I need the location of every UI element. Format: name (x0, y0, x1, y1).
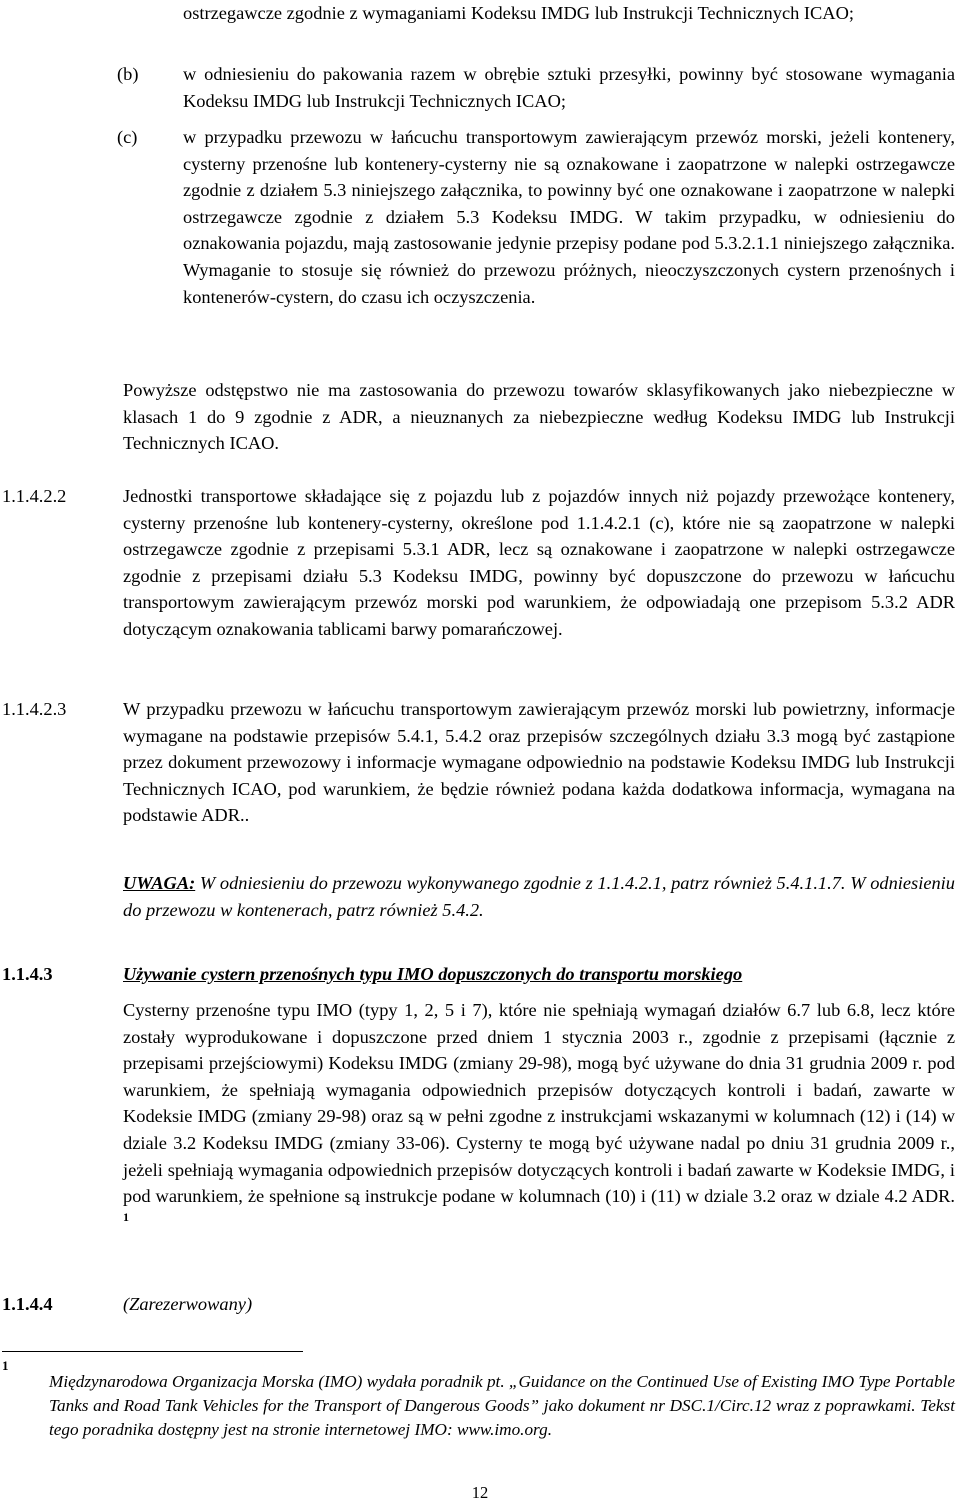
item-b (183, 61, 955, 114)
item-b-label: (b) (117, 64, 139, 84)
footnote-mark: 1 (2, 1358, 9, 1373)
section-1-1-4-2-3-text: W przypadku przewozu w łańcuchu transportowym zawierającym przewóz morski lub powietrzny, informacje wymagane na podstawie przepisów 5.4.1, 5.4.2 oraz przepisów szczególnych działu 3.3 mogą być zastąpione przez dokument przewozowy i informacje wymagane odpowiednio na podstawie Kodeksu IMDG lub Instrukcji Technicznych ICAO, pod warunkiem, że będzie również podana każda dodatkowa informacja, wymagana na podstawie ADR.. (123, 699, 955, 826)
section-1-1-4-2-2 (123, 483, 955, 643)
item-a-text: ostrzegawcze zgodnie z wymaganiami Kodeksu IMDG lub Instrukcji Technicznych ICAO; (183, 3, 854, 23)
note-paragraph (123, 870, 955, 923)
item-c (183, 124, 955, 310)
derogation-text: Powyższe odstępstwo nie ma zastosowania do przewozu towarów sklasyfikowanych jako niebezpieczne w klasach 1 do 9 zgodnie z ADR, a nieuznanych za niebezpieczne według Kodeksu IMDG lub Instrukcji Technicznych ICAO. (123, 380, 955, 454)
section-1-1-4-3-text: Cysterny przenośne typu IMO (typy 1, 2, 5 i 7), które nie spełniają wymagań działów 6.7 lub 6.8, lecz które zostały wyprodukowane i dopuszczone przed dniem 1 stycznia 2003 r., zgodnie z przepisami (łącznie z przepisami przejściowymi) Kodeksu IMDG (zmiany 29-98), mogą być używane do dnia 31 grudnia 2009 r. pod warunkiem, że spełniają wymagania odpowiednich przepisów dotyczących kontroli i badań, zawarte w Kodeksie IMDG (zmiany 29-98) oraz są w pełni zgodne z instrukcjami wskazanymi w kolumnach (12) i (14) w dziale 3.2 Kodeksu IMDG (zmiany 33-06). Cysterny te mogą być używane nadal po dniu 31 grudnia 2009 r., jeżeli spełniają wymagania odpowiednich przepisów dotyczących kontroli i badań zawarte w Kodeksie IMDG, i pod warunkiem, że spełnione są instrukcje podane w kolumnach (10) i (11) w dziale 3.2 oraz w dziale 4.2 ADR. (123, 1000, 955, 1207)
section-number-1-1-4-4: 1.1.4.4 (2, 1294, 53, 1314)
page-number: 12 (471, 1483, 489, 1502)
derogation-paragraph (123, 377, 955, 457)
section-1-1-4-4-text: (Zarezerwowany) (123, 1294, 253, 1314)
section-number-1-1-4-2-2: 1.1.4.2.2 (2, 486, 67, 506)
footnote-text: Międzynarodowa Organizacja Morska (IMO) wydała poradnik pt. „Guidance on the Continued Use of Existing IMO Type Portable Tanks and Road Tank Vehicles for the Transport of Dangerous Goods” jako dokument nr DSC.1/Circ.12 wraz z poprawkami. Tekst tego poradnika dostępny jest na stronie internetowej IMO: www.imo.org. (49, 1372, 955, 1439)
item-a-continuation (183, 0, 955, 27)
section-1-1-4-2-3 (123, 696, 955, 829)
note-label: UWAGA: (123, 873, 196, 893)
section-1-1-4-3 (123, 997, 955, 1236)
section-number-1-1-4-3: 1.1.4.3 (2, 964, 53, 984)
footnote-divider (2, 1351, 303, 1352)
section-1-1-4-3-title: Używanie cystern przenośnych typu IMO dopuszczonych do transportu morskiego (123, 964, 743, 984)
note-block (123, 870, 955, 923)
item-c-text: w przypadku przewozu w łańcuchu transportowym zawierającym przewóz morski, jeżeli kontenery, cysterny przenośne lub kontenery-cysterny nie są oznakowane i zaopatrzone w nalepki ostrzegawcze zgodnie z działem 5.3 niniejszego załącznika, to powinny być one oznakowane i zaopatrzone w nalepki ostrzegawcze zgodnie z działem 5.3 Kodeksu IMDG. W takim przypadku, w odniesieniu do oznakowania pojazdu, mają zastosowanie jedynie przepisy podane pod 5.3.2.1.1 niniejszego załącznika. Wymaganie to stosuje się również do przewozu próżnych, nieoczyszczonych cystern przenośnych i kontenerów-cystern, do czasu ich oczyszczenia. (183, 127, 955, 307)
section-1-1-4-3-paragraph (123, 997, 955, 1236)
item-b-text: w odniesieniu do pakowania razem w obrębie sztuki przesyłki, powinny być stosowane wymagania Kodeksu IMDG lub Instrukcji Technicznych ICAO; (183, 64, 955, 111)
footnote (49, 1370, 955, 1442)
section-1-1-4-2-2-text: Jednostki transportowe składające się z pojazdu lub z pojazdów innych niż pojazdy przewożące kontenery, cysterny przenośne lub kontenery-cysterny, określone pod 1.1.4.2.1 (c), które nie są zaopatrzone w nalepki ostrzegawcze zgodnie z przepisami 5.3.1 ADR, lecz są oznakowane i zaopatrzone w nalepki ostrzegawcze zgodnie z przepisami działu 5.3 Kodeksu IMDG, powinny być dopuszczone do przewozu w łańcuchu transportowym zawierającym przewóz morski pod warunkiem, że odpowiadają one przepisom 5.3.2 ADR dotyczącym oznakowania tablicami barwy pomarańczowej. (123, 486, 955, 639)
footnote-reference[interactable]: 1 (123, 1209, 129, 1224)
note-text: W odniesieniu do przewozu wykonywanego zgodnie z 1.1.4.2.1, patrz również 5.4.1.1.7. W odniesieniu do przewozu w kontenerach, patrz również 5.4.2. (123, 873, 955, 920)
item-c-label: (c) (117, 127, 138, 147)
section-number-1-1-4-2-3: 1.1.4.2.3 (2, 699, 67, 719)
